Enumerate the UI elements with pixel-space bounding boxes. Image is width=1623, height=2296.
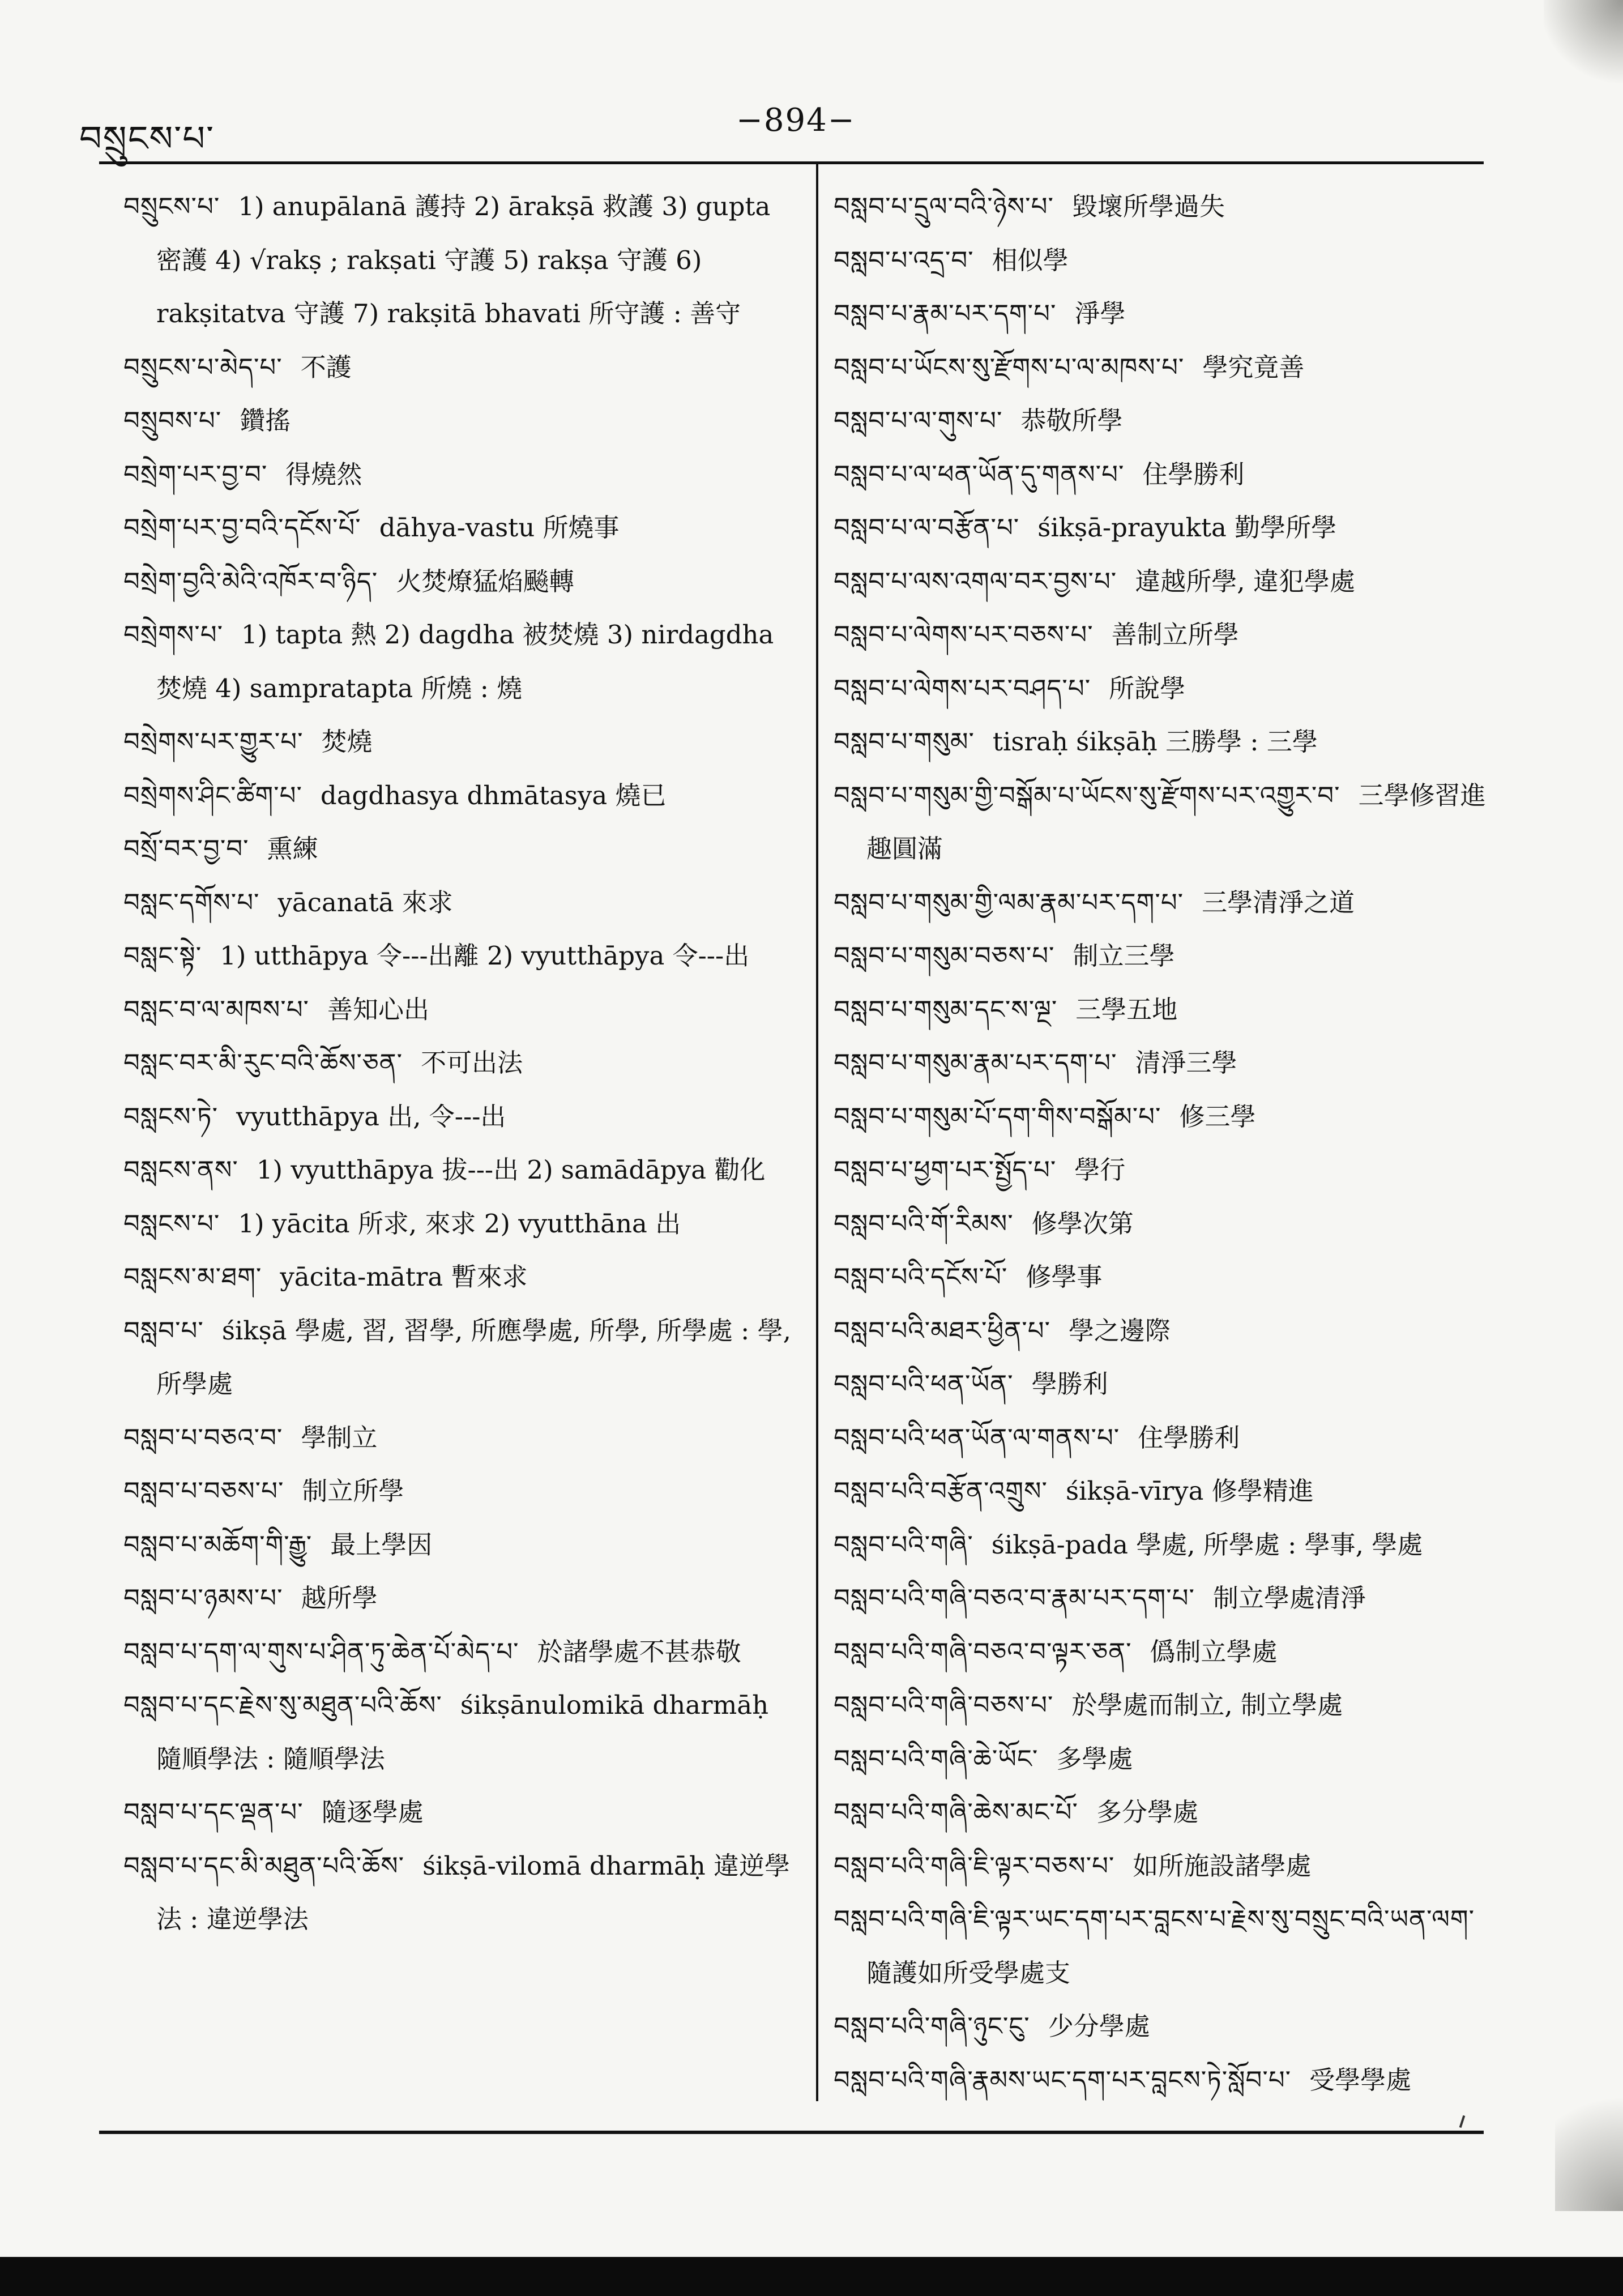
dictionary-entry	[834, 341, 1502, 395]
tibetan-headword: བསླབ་པ་གསུམ་གྱི་བསྒོམ་པ་ཡོངས་སུ་རྫོགས་པར་འགྱུར་བ་	[834, 780, 1340, 810]
entry-definition: 修三學	[1179, 1101, 1256, 1132]
dictionary-entry	[834, 2054, 1502, 2107]
tibetan-headword: བསླབ་པ་འདྲ་བ་	[834, 245, 974, 275]
entry-definition: 不護	[300, 352, 352, 382]
dictionary-entry	[834, 180, 1502, 234]
dictionary-entry	[123, 341, 797, 395]
dictionary-entry	[834, 501, 1502, 555]
entry-definition: 善制立所學	[1111, 620, 1239, 650]
entry-definition: yācita-mātra 暫來求	[280, 1262, 528, 1292]
entry-definition: 火焚燎猛焰飈轉	[396, 566, 575, 596]
dictionary-entry	[123, 822, 797, 876]
right-column	[834, 180, 1502, 2107]
dictionary-entry	[834, 769, 1502, 876]
tibetan-headword: བསླང་བར་མི་རུང་བའི་ཆོས་ཅན་	[123, 1048, 403, 1078]
tibetan-headword: བསྲུངས་པ་མེད་པ་	[123, 352, 283, 382]
dictionary-entry	[834, 929, 1502, 983]
tibetan-headword: བསླབ་པའི་གཞི་ཆེས་མང་པོ་	[834, 1797, 1078, 1827]
entry-definition: śikṣā-pada 學處, 所學處 : 學事, 學處	[991, 1529, 1423, 1560]
tibetan-headword: བསླབ་པ་རྣམ་པར་དག་པ་	[834, 298, 1057, 328]
dictionary-entry	[834, 1840, 1502, 1893]
scan-shadow-bottom	[1555, 2064, 1623, 2211]
tibetan-headword: བསྲུབས་པ་	[123, 406, 222, 436]
dictionary-entry	[834, 1786, 1502, 1840]
tibetan-headword: བསླབ་པ་དྲུལ་བའི་ཉེས་པ་	[834, 191, 1054, 221]
entry-definition: śikṣā-prayukta 勤學所學	[1037, 513, 1337, 543]
dictionary-entry	[123, 501, 797, 555]
dictionary-entry	[834, 1572, 1502, 1625]
dictionary-entry	[123, 1572, 797, 1625]
dictionary-entry	[123, 983, 797, 1037]
entry-definition: 學制立	[301, 1422, 378, 1453]
tibetan-headword: བསྲེག་བྱའི་མེའི་འཁོར་བ་ཉིད་	[123, 566, 378, 596]
dictionary-entry	[834, 1465, 1502, 1518]
entry-definition: 制立所學	[302, 1476, 404, 1506]
entry-definition: 住學勝利	[1138, 1422, 1240, 1453]
dictionary-entry	[123, 1840, 797, 1947]
entry-definition: 不可出法	[421, 1048, 523, 1078]
tibetan-headword: བསླབ་པ་དང་ལྡན་པ་	[123, 1797, 304, 1827]
dictionary-entry	[123, 448, 797, 502]
dictionary-entry	[834, 394, 1502, 448]
entry-definition: 1) yācita 所求, 來求 2) vyutthāna 出	[238, 1208, 681, 1239]
tibetan-headword: བསླབ་པའི་ཕན་ཡོན་	[834, 1369, 1014, 1399]
dictionary-entry	[834, 1090, 1502, 1144]
dictionary-entry	[834, 876, 1502, 930]
dictionary-entry	[123, 1304, 797, 1411]
dictionary-entry	[834, 1518, 1502, 1572]
tibetan-headword: བསླབ་པ་གསུམ་དང་ས་ལྔ་	[834, 994, 1058, 1025]
tibetan-headword: བསླབ་པ་དང་མི་མཐུན་པའི་ཆོས་	[123, 1850, 405, 1881]
entry-definition: 1) anupālanā 護持 2) ārakṣā 救護 3) gupta 密護 4) √rakṣ ; rakṣati 守護 5) rakṣa 守護 6) rakṣitatva 守護 7) rakṣitā bhavati 所守護 : 善守	[156, 191, 771, 328]
tibetan-headword: བསླབ་པ་ལེགས་པར་བཤད་པ་	[834, 673, 1091, 703]
dictionary-entry	[834, 1732, 1502, 1786]
tibetan-headword: བསླབ་པའི་གཞི་བཅས་པ་	[834, 1690, 1054, 1720]
entry-definition: vyutthāpya 出, 令---出	[236, 1101, 506, 1132]
entry-definition: 三學修習進趣圓滿	[866, 780, 1486, 864]
entry-definition: 學之邊際	[1069, 1315, 1171, 1346]
tibetan-headword: བསྲེག་པར་བྱ་བ་	[123, 459, 268, 489]
entry-definition: 僞制立學處	[1150, 1636, 1278, 1667]
dictionary-entry	[123, 1251, 797, 1304]
dictionary-entry	[123, 394, 797, 448]
entry-definition: 得燒然	[285, 459, 362, 489]
dictionary-entry	[123, 180, 797, 341]
tibetan-headword: བསླབ་པ་ལ་གུས་པ་	[834, 406, 1003, 436]
tibetan-headword: བསླབ་པ་དང་རྗེས་སུ་མཐུན་པའི་ཆོས་	[123, 1690, 442, 1720]
tibetan-headword: བསྲེགས་ཤིང་ཚིག་པ་	[123, 780, 302, 810]
tibetan-headword: བསླབ་པའི་མཐར་ཕྱིན་པ་	[834, 1315, 1051, 1346]
dictionary-entry	[123, 715, 797, 769]
entry-definition: 相似學	[992, 245, 1069, 275]
entry-definition: yācanatā 來求	[277, 887, 453, 917]
column-divider	[816, 164, 818, 2101]
dictionary-entry	[834, 983, 1502, 1037]
left-column	[123, 180, 797, 1947]
dictionary-entry	[834, 1358, 1502, 1411]
dictionary-entry	[834, 1251, 1502, 1304]
dictionary-entry	[123, 929, 797, 983]
tibetan-headword: བསླབ་པ་གསུམ་	[834, 727, 975, 757]
entry-definition: 清淨三學	[1135, 1048, 1237, 1078]
entry-definition: 於諸學處不甚恭敬	[537, 1636, 741, 1667]
dictionary-entry	[834, 1197, 1502, 1251]
entry-definition: śikṣā 學處, 習, 習學, 所應學處, 所學, 所學處 : 學, 所學處	[156, 1315, 791, 1399]
dictionary-entry	[123, 608, 797, 715]
entry-definition: 少分學處	[1048, 2011, 1150, 2041]
tibetan-headword: བསླབ་པའི་གཞི་བཅའ་བ་རྣམ་པར་དག་པ་	[834, 1583, 1195, 1613]
entry-definition: 於學處而制立, 制立學處	[1071, 1690, 1343, 1720]
tibetan-headword: བསླབ་པའི་གཞི་ཆེ་ཡོང་	[834, 1743, 1039, 1774]
entry-definition: 如所施設諸學處	[1133, 1850, 1312, 1881]
dictionary-entry	[123, 1197, 797, 1251]
tibetan-headword: བསླབ་པའི་གོ་རིམས་	[834, 1208, 1014, 1239]
dictionary-entry	[123, 1679, 797, 1786]
scan-edge-bar	[0, 2257, 1623, 2296]
dictionary-entry	[834, 1304, 1502, 1358]
dictionary-entry	[834, 555, 1502, 609]
entry-definition: śikṣā-vīrya 修學精進	[1065, 1476, 1314, 1506]
page-number: −894−	[736, 102, 856, 139]
entry-definition: 學勝利	[1031, 1369, 1108, 1399]
dictionary-entry	[834, 448, 1502, 502]
tibetan-headword: བསླབ་པ་ལ་བརྩོན་པ་	[834, 513, 1020, 543]
tibetan-headword: བསླབ་པ་གསུམ་པོ་དག་གིས་བསྒོམ་པ་	[834, 1101, 1161, 1132]
tibetan-headword: བསླང་སྟེ་	[123, 941, 202, 971]
entry-definition: 1) tapta 熱 2) dagdha 被焚燒 3) nirdagdha 焚燒 4) sampratapta 所燒 : 燒	[156, 620, 774, 703]
tibetan-headword: བསླབ་པ་ཕྱག་པར་སྤྱོད་པ་	[834, 1155, 1057, 1185]
entry-definition: 1) utthāpya 令---出離 2) vyutthāpya 令---出	[220, 941, 750, 971]
tibetan-headword: བསླབ་པ་གསུམ་རྣམ་པར་དག་པ་	[834, 1048, 1117, 1078]
entry-definition: 最上學因	[330, 1529, 433, 1560]
dictionary-entry	[834, 608, 1502, 662]
tibetan-headword: བསླབ་པ་གསུམ་བཅས་པ་	[834, 941, 1055, 971]
entry-definition: 隨護如所受學處支	[866, 1957, 1071, 1988]
dictionary-entry	[123, 1786, 797, 1840]
tibetan-headword: བསླབ་པའི་གཞི་	[834, 1529, 973, 1560]
entry-definition: 多學處	[1056, 1743, 1133, 1774]
tibetan-headword: བསླབ་པ་བཅའ་བ་	[123, 1422, 283, 1453]
tibetan-headword: བསླངས་མ་ཐག་	[123, 1262, 262, 1292]
dictionary-entry	[834, 1679, 1502, 1732]
dictionary-entry	[123, 1036, 797, 1090]
tibetan-headword: བསླབ་པའི་ཕན་ཡོན་ལ་གནས་པ་	[834, 1422, 1120, 1453]
dictionary-entry	[834, 662, 1502, 716]
entry-definition: 焚燒	[321, 727, 373, 757]
tibetan-headword: བསླབ་པ་བཅས་པ་	[123, 1476, 284, 1506]
pencil-mark	[1459, 2115, 1466, 2128]
entry-definition: 所說學	[1109, 673, 1186, 703]
entry-definition: 修學次第	[1031, 1208, 1134, 1239]
dictionary-entry	[123, 1411, 797, 1465]
entry-definition: śikṣānulomikā dharmāḥ 隨順學法 : 隨順學法	[156, 1690, 769, 1774]
tibetan-headword: བསླང་བ་ལ་མཁས་པ་	[123, 994, 310, 1025]
header-rule	[99, 161, 1484, 164]
tibetan-headword: བསླབ་པའི་གཞི་རྣམས་ཡང་དག་པར་བླངས་ཏེ་སློབ་པ་	[834, 2064, 1292, 2095]
entry-definition: 1) vyutthāpya 拔---出 2) samādāpya 勸化	[256, 1155, 766, 1185]
tibetan-headword: བསླབ་པ་ལེགས་པར་བཅས་པ་	[834, 620, 1094, 650]
tibetan-headword: བསླབ་པ་	[123, 1315, 204, 1346]
tibetan-headword: བསླབ་པ་མཆོག་གི་རྒྱུ་	[123, 1529, 313, 1560]
tibetan-headword: བསྲོ་བར་བྱ་བ་	[123, 834, 249, 864]
tibetan-headword: བསྲེགས་པར་གྱུར་པ་	[123, 727, 304, 757]
tibetan-headword: བསླབ་པའི་བརྩོན་འགྲུས་	[834, 1476, 1048, 1506]
running-head: བསྲུངས་པ་	[79, 118, 215, 159]
dictionary-entry	[834, 715, 1502, 769]
entry-definition: 恭敬所學	[1020, 406, 1123, 436]
dictionary-entry	[834, 1143, 1502, 1197]
tibetan-headword: བསླབ་པ་དག་ལ་གུས་པ་ཤིན་ཏུ་ཆེན་པོ་མེད་པ་	[123, 1636, 519, 1667]
tibetan-headword: བསླངས་ནས་	[123, 1155, 238, 1185]
entry-definition: 熏練	[267, 834, 318, 864]
dictionary-entry	[123, 1518, 797, 1572]
tibetan-headword: བསླབ་པའི་གཞི་བཅའ་བ་ལྟར་ཅན་	[834, 1636, 1132, 1667]
entry-definition: 制立三學	[1073, 941, 1175, 971]
dictionary-entry	[123, 1625, 797, 1679]
entry-definition: 違越所學, 違犯學處	[1135, 566, 1355, 596]
tibetan-headword: བསླབ་པ་ལས་འགལ་བར་བྱས་པ་	[834, 566, 1117, 596]
tibetan-headword: བསླབ་པའི་དངོས་པོ་	[834, 1262, 1008, 1292]
tibetan-headword: བསླབ་པའི་གཞི་ཇི་ལྟར་ཡང་དག་པར་བླངས་པ་རྗེས་སུ་བསྲུང་བའི་ཡན་ལག་	[834, 1904, 1475, 1934]
tibetan-headword: བསླབ་པའི་གཞི་ཉུང་ངུ་	[834, 2011, 1030, 2041]
tibetan-headword: བསླངས་པ་	[123, 1208, 220, 1239]
dictionary-entry	[834, 287, 1502, 341]
scan-shadow-top	[1544, 0, 1623, 91]
tibetan-headword: བསྲེགས་པ་	[123, 620, 224, 650]
entry-definition: 毀壞所學過失	[1071, 191, 1225, 221]
entry-definition: dāhya-vastu 所燒事	[379, 513, 620, 543]
dictionary-entry	[834, 1036, 1502, 1090]
entry-definition: 修學事	[1026, 1262, 1103, 1292]
entry-definition: 善知心出	[327, 994, 430, 1025]
dictionary-entry	[123, 1090, 797, 1144]
tibetan-headword: བསླབ་པ་ལ་ཕན་ཡོན་དུ་གནས་པ་	[834, 459, 1125, 489]
dictionary-entry	[123, 1465, 797, 1518]
tibetan-headword: བསླབ་པ་ཉམས་པ་	[123, 1583, 283, 1613]
tibetan-headword: བསྲེག་པར་བྱ་བའི་དངོས་པོ་	[123, 513, 361, 543]
dictionary-entry	[834, 1625, 1502, 1679]
entry-definition: 三學清淨之道	[1202, 887, 1355, 917]
tibetan-headword: བསླངས་ཏེ་	[123, 1101, 219, 1132]
dictionary-entry	[834, 2000, 1502, 2054]
dictionary-entry	[834, 1411, 1502, 1465]
tibetan-headword: བསླབ་པའི་གཞི་ཇི་ལྟར་བཅས་པ་	[834, 1850, 1115, 1881]
entry-definition: 住學勝利	[1142, 459, 1245, 489]
entry-definition: dagdhasya dhmātasya 燒已	[320, 780, 667, 810]
entry-definition: 多分學處	[1096, 1797, 1198, 1827]
tibetan-headword: བསླང་དགོས་པ་	[123, 887, 260, 917]
entry-definition: 三學五地	[1075, 994, 1178, 1025]
entry-definition: śikṣā-vilomā dharmāḥ 違逆學法 : 違逆學法	[156, 1850, 790, 1934]
tibetan-headword: བསླབ་པ་གསུམ་གྱི་ལམ་རྣམ་པར་དག་པ་	[834, 887, 1184, 917]
tibetan-headword: བསྲུངས་པ་	[123, 191, 220, 221]
dictionary-entry	[123, 876, 797, 930]
entry-definition: 制立學處清淨	[1212, 1583, 1366, 1613]
entry-definition: 學究竟善	[1202, 352, 1305, 382]
entry-definition: 越所學	[301, 1583, 378, 1613]
entry-definition: 學行	[1074, 1155, 1126, 1185]
entry-definition: 淨學	[1074, 298, 1126, 328]
tibetan-headword: བསླབ་པ་ཡོངས་སུ་རྫོགས་པ་ལ་མཁས་པ་	[834, 352, 1185, 382]
dictionary-entry	[123, 1143, 797, 1197]
dictionary-entry	[123, 555, 797, 609]
entry-definition: 鑽搖	[240, 406, 291, 436]
dictionary-entry	[834, 234, 1502, 288]
dictionary-entry	[123, 769, 797, 823]
dictionary-entry	[834, 1893, 1502, 2000]
entry-definition: tisraḥ śikṣāḥ 三勝學 : 三學	[992, 727, 1318, 757]
entry-definition: 受學學處	[1309, 2064, 1412, 2095]
entry-definition: 隨逐學處	[321, 1797, 424, 1827]
footer-rule	[99, 2131, 1484, 2134]
